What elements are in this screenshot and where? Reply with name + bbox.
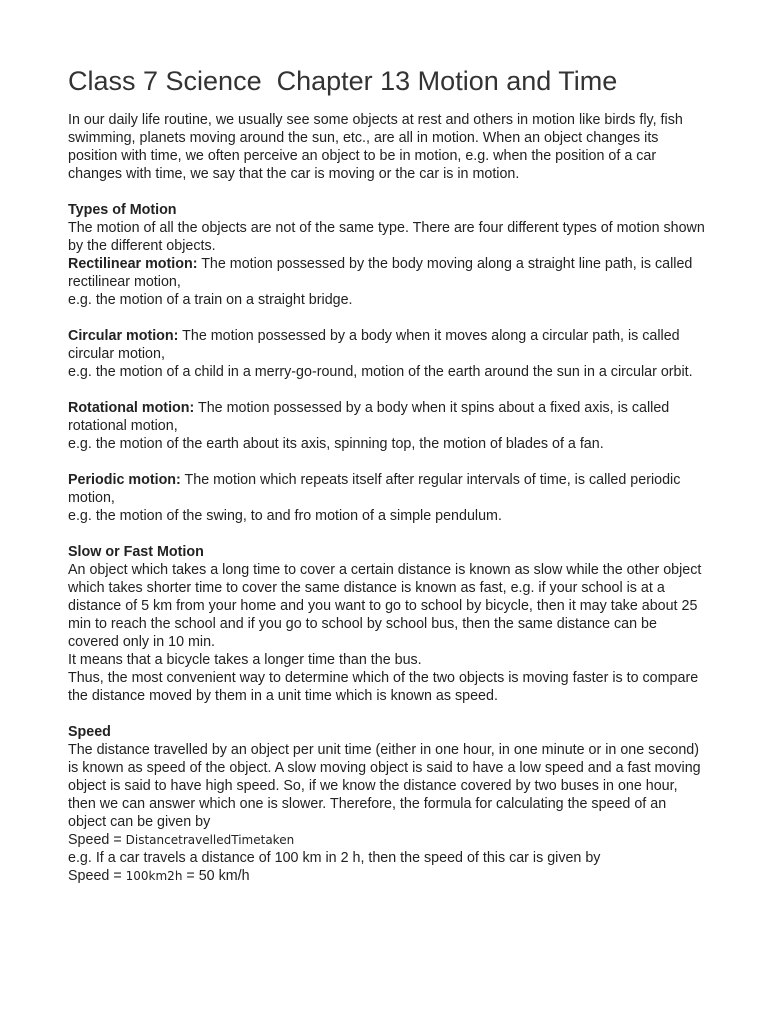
circular-text: The motion possessed by a body when it moves along a circular path, is called circular motion,: [68, 328, 680, 362]
speed-calc-result: = 50 km/h: [182, 868, 250, 884]
spacer: [68, 525, 708, 543]
speed-formula: [68, 831, 708, 849]
speed-calc-prefix: Speed =: [68, 868, 126, 884]
periodic-label: Periodic motion:: [68, 472, 181, 488]
periodic-definition: [68, 471, 708, 507]
circular-label: Circular motion:: [68, 328, 179, 344]
speed-calc-expression: 100km2h: [125, 869, 183, 883]
spacer: [68, 705, 708, 723]
speed-heading: Speed: [68, 724, 111, 740]
types-text: The motion of all the objects are not of the same type. There are four different types of motion shown by the different objects.: [68, 220, 705, 254]
speed-text: The distance travelled by an object per unit time (either in one hour, in one minute or in one second) is known as speed of the object. A slow moving object is said to have a low speed and a fast moving object is said to have high speed. So, if we know the distance covered by two buses in one hour, then we can answer which one is slower. Therefore, the formula for calculating the speed of an object can be given by: [68, 742, 701, 830]
intro-paragraph: In our daily life routine, we usually see some objects at rest and others in motion like birds fly, fish swimming, planets moving around the sun, etc., are all in motion. When an object changes its position with time, we often perceive an object to be in motion, e.g. when the position of a car changes with time, we say that the car is moving or the car is in motion.: [68, 112, 683, 182]
rectilinear-label: Rectilinear motion:: [68, 256, 198, 272]
slowfast-text-2: It means that a bicycle takes a longer time than the bus.: [68, 652, 422, 668]
speed-calculation: [68, 867, 708, 885]
periodic-example: e.g. the motion of the swing, to and fro motion of a simple pendulum.: [68, 508, 502, 524]
rotational-text: The motion possessed by a body when it spins about a fixed axis, is called rotational motion,: [68, 400, 670, 434]
document-page: [68, 64, 708, 885]
periodic-text: The motion which repeats itself after regular intervals of time, is called periodic motion,: [68, 472, 681, 506]
speed-formula-prefix: Speed =: [68, 832, 126, 848]
circular-example: e.g. the motion of a child in a merry-go-round, motion of the earth around the sun in a circular orbit.: [68, 364, 693, 380]
page-title: Class 7 Science Chapter 13 Motion and Time: [68, 66, 618, 96]
slowfast-text-1: An object which takes a long time to cover a certain distance is known as slow while the other object which takes shorter time to cover the same distance is known as fast, e.g. if your school is at a distance of 5 km from your home and you want to go to school by bicycle, then it may take about 25 min to reach the school and if you go to school by school bus, then the same distance can be covered only in 10 min.: [68, 562, 702, 650]
speed-example: e.g. If a car travels a distance of 100 km in 2 h, then the speed of this car is given by: [68, 850, 601, 866]
rectilinear-example: e.g. the motion of a train on a straight bridge.: [68, 292, 353, 308]
types-heading: Types of Motion: [68, 202, 177, 218]
spacer: [68, 453, 708, 471]
spacer: [68, 183, 708, 201]
slowfast-heading: Slow or Fast Motion: [68, 544, 204, 560]
speed-formula-expression: DistancetravelledTimetaken: [125, 833, 295, 847]
circular-definition: [68, 327, 708, 363]
spacer: [68, 381, 708, 399]
rectilinear-definition: [68, 255, 708, 291]
spacer: [68, 309, 708, 327]
rotational-label: Rotational motion:: [68, 400, 195, 416]
rectilinear-text: The motion possessed by the body moving along a straight line path, is called rectilinear motion,: [68, 256, 693, 290]
rotational-example: e.g. the motion of the earth about its axis, spinning top, the motion of blades of a fan.: [68, 436, 604, 452]
rotational-definition: [68, 399, 708, 435]
slowfast-text-3: Thus, the most convenient way to determine which of the two objects is moving faster is to compare the distance moved by them in a unit time which is known as speed.: [68, 670, 699, 704]
